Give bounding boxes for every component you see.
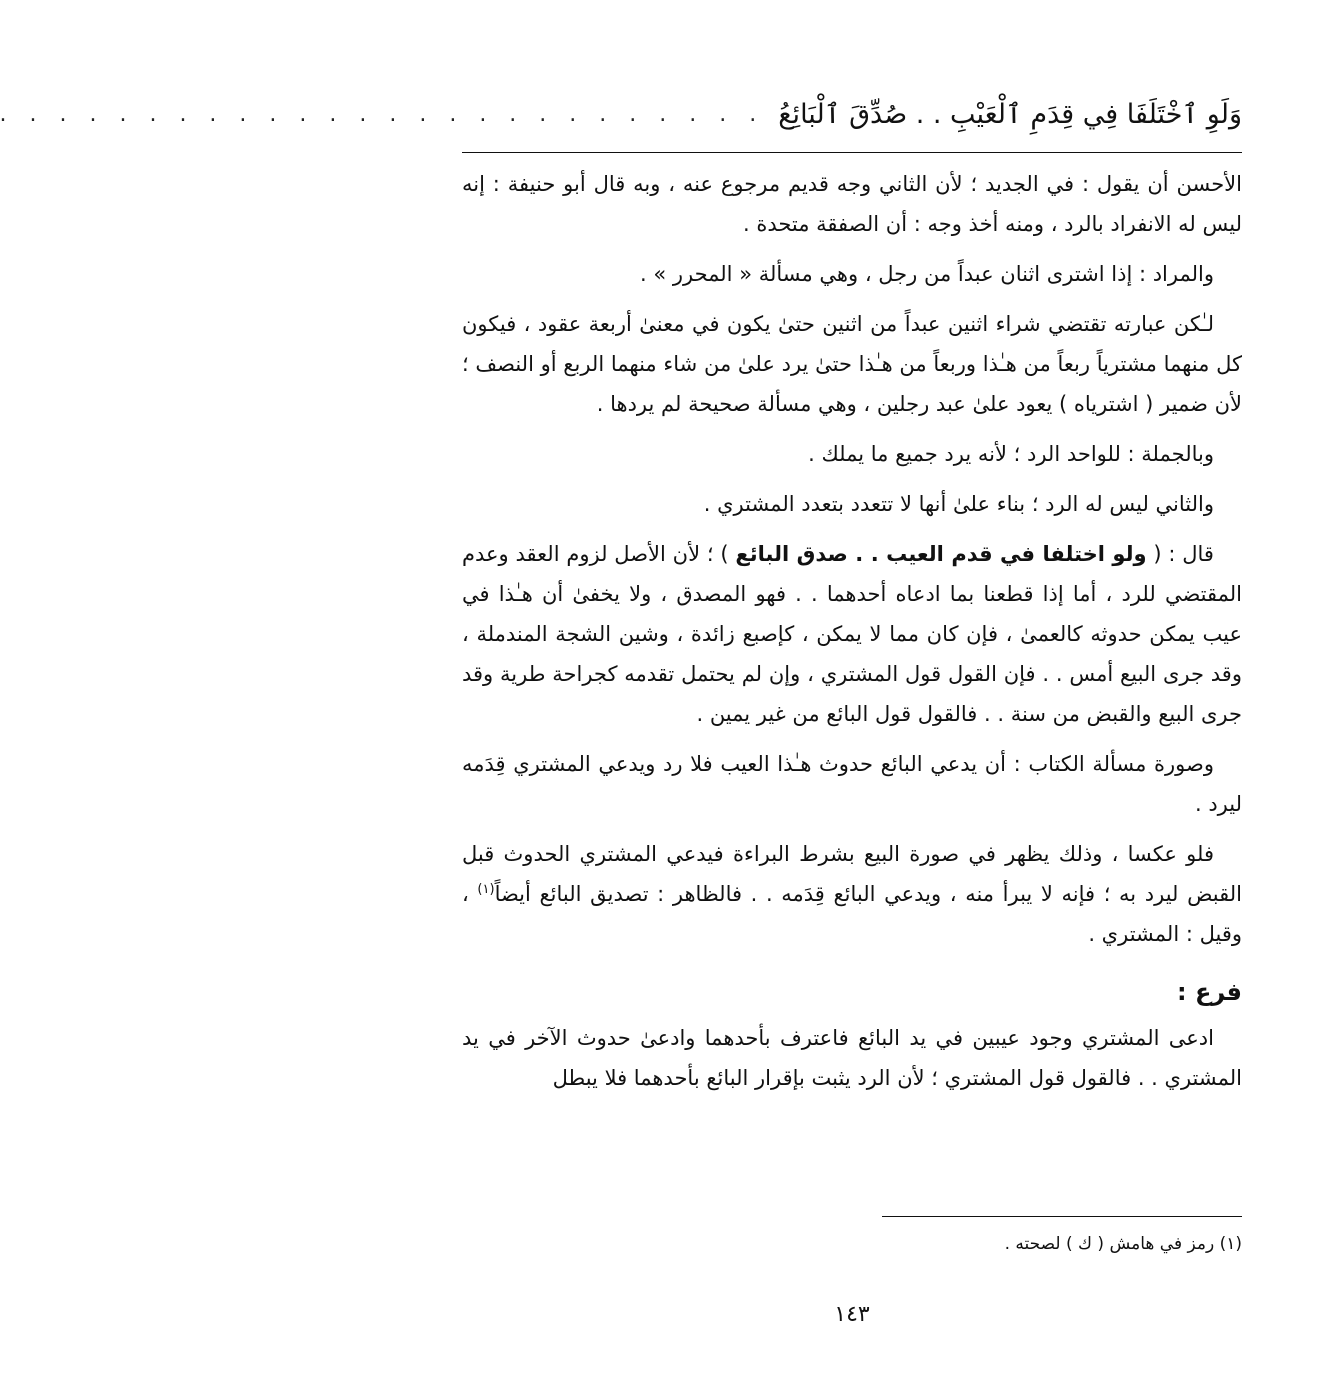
paragraph-1: الأحسن أن يقول : في الجديد ؛ لأن الثاني وجه قديم مرجوع عنه ، وبه قال أبو حنيفة : إنه ليس له الانفراد بالرد ، ومنه أخذ وجه : أن الصفقة متحدة .: [462, 172, 1242, 236]
paragraph-5: والثاني ليس له الرد ؛ بناء علىٰ أنها لا تتعدد بتعدد المشتري .: [703, 492, 1214, 516]
paragraph-9: ادعى المشتري وجود عيبين في يد البائع فاعترف بأحدهما وادعىٰ حدوث الآخر في يد المشتري . . فالقول قول المشتري ؛ لأن الرد يثبت بإقرار البائع بأحدهما فلا يبطل: [462, 1026, 1242, 1090]
paragraph-8: [462, 834, 1242, 954]
paragraph-6: [462, 534, 1242, 734]
paragraph-4: وبالجملة : للواحد الرد ؛ لأنه يرد جميع ما يملك .: [808, 442, 1214, 466]
paragraph-8-body: فلو عكسا ، وذلك يظهر في صورة البيع بشرط البراءة فيدعي المشتري الحدوث قبل القبض ليرد به ؛ فإنه لا يبرأ منه ، ويدعي البائع قِدَمه . . فالظاهر : تصديق البائع أيضاً: [462, 842, 1242, 906]
quote-open: قال : (: [1153, 542, 1214, 566]
book-page: [0, 70, 1242, 1360]
header-dots: . . . . . . . . . . . . . . . . . . . . . . . . . .: [0, 101, 765, 127]
section-heading: فرع :: [1177, 978, 1242, 1006]
paragraph-7: وصورة مسألة الكتاب : أن يدعي البائع حدوث هـٰذا العيب فلا رد ويدعي المشتري قِدَمه ليرد .: [462, 752, 1242, 816]
running-header: [0, 90, 1242, 138]
paragraph-2: والمراد : إذا اشترى اثنان عبداً من رجل ، وهي مسألة « المحرر » .: [639, 262, 1214, 286]
paragraph-6-body: ) ؛ لأن الأصل لزوم العقد وعدم المقتضي للرد ، أما إذا قطعنا بما ادعاه أحدهما . . فهو المصدق ، ولا يخفىٰ أن هـٰذا في عيب يمكن حدوثه كالعمىٰ ، فإن كان مما لا يمكن ، كإصبع زائدة ، وشين الشجة المندملة ، وقد جرى البيع أمس . . فإن القول قول المشتري ، وإن لم يحتمل تقدمه كجراحة طرية وقد جرى البيع والقبض من سنة . . فالقول قول البائع من غير يمين .: [462, 542, 1242, 726]
paragraph-8-end: ، وقيل : المشتري .: [462, 882, 1242, 946]
footnote-text: رمز في هامش ( ك ) لصحته .: [1004, 1234, 1215, 1254]
footnote-number: (١): [1219, 1234, 1242, 1254]
footnote-reference: (١): [477, 882, 495, 897]
footnote: [462, 1234, 1242, 1254]
main-text: [462, 164, 1242, 1108]
footnote-divider: [882, 1216, 1242, 1217]
header-divider: [462, 152, 1242, 153]
page-number: ١٤٣: [834, 1302, 870, 1327]
header-title: وَلَوِ ٱخْتَلَفَا فِي قِدَمِ ٱلْعَيْبِ . . صُدِّقَ ٱلْبَائِعُ: [778, 98, 1242, 130]
matn-quote: ولو اختلفا في قدم العيب . . صدق البائع: [735, 542, 1147, 566]
paragraph-3: لـٰكن عبارته تقتضي شراء اثنين عبداً من اثنين حتىٰ يكون في معنىٰ أربعة عقود ، فيكون كل منهما مشترياً ربعاً من هـٰذا وربعاً من هـٰذا حتىٰ يرد علىٰ من شاء منهما الربع أو النصف ؛ لأن ضمير ( اشترياه ) يعود علىٰ عبد رجلين ، وهي مسألة صحيحة لم يردها .: [462, 312, 1242, 416]
